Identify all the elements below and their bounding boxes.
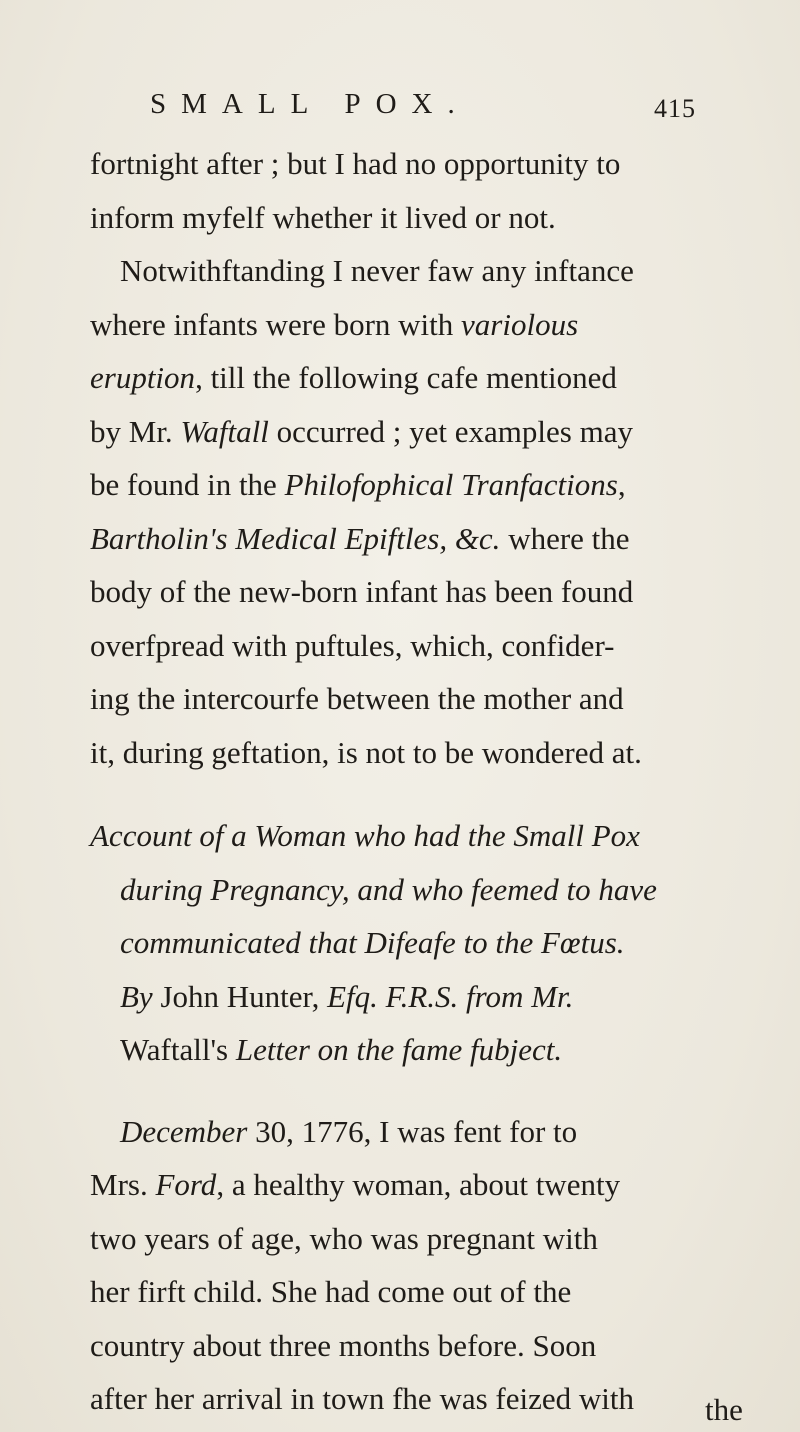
- text-line: Mrs. Ford, a healthy woman, about twenty: [90, 1167, 621, 1202]
- text-line: body of the new-born infant has been found: [90, 574, 634, 609]
- text-line: be found in the Philofophical Tranfactions,: [90, 467, 626, 502]
- text-line: country about three months before. Soon: [90, 1328, 597, 1363]
- text-line: inform myfelf whether it lived or not.: [90, 200, 556, 235]
- text-line: her firft child. She had come out of the: [90, 1274, 572, 1309]
- catchword: the: [705, 1392, 743, 1427]
- text-line: two years of age, who was pregnant with: [90, 1221, 598, 1256]
- text-line: where infants were born with variolous: [90, 307, 579, 342]
- text-line: after her arrival in town fhe was feized with: [90, 1381, 634, 1416]
- section-heading-line: during Pregnancy, and who feemed to have: [120, 872, 657, 907]
- text-line: Bartholin's Medical Epiftles, &c. where the: [90, 521, 630, 556]
- section-heading-line: Waftall's Letter on the fame fubject.: [120, 1032, 563, 1067]
- section-heading-line: communicated that Difeafe to the Fœtus.: [120, 925, 625, 960]
- text-line: eruption, till the following cafe mentioned: [90, 360, 617, 395]
- text-line: it, during geftation, is not to be wondered at.: [90, 735, 642, 770]
- text-line: Notwithftanding I never faw any inftance: [120, 253, 634, 288]
- text-line: December 30, 1776, I was fent for to: [120, 1114, 578, 1149]
- text-line: fortnight after ; but I had no opportunity to: [90, 146, 621, 181]
- section-heading-line: By John Hunter, Efq. F.R.S. from Mr.: [120, 979, 574, 1014]
- text-line: by Mr. Waftall occurred ; yet examples may: [90, 414, 633, 449]
- text-line: ing the intercourfe between the mother and: [90, 681, 624, 716]
- text-line: overfpread with puftules, which, confider-: [90, 628, 615, 663]
- running-head: SMALL POX.: [150, 88, 470, 120]
- page-number: 415: [654, 94, 696, 123]
- section-heading-line: Account of a Woman who had the Small Pox: [90, 818, 640, 853]
- page-header: [150, 88, 696, 123]
